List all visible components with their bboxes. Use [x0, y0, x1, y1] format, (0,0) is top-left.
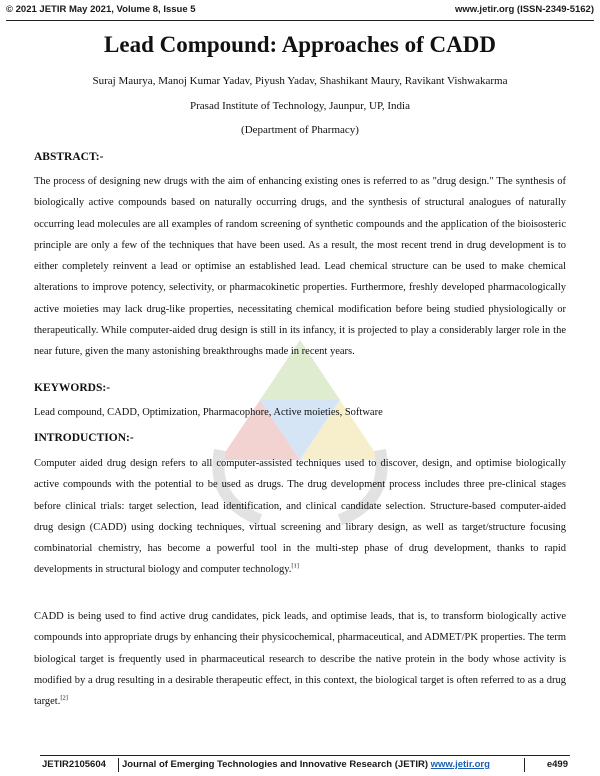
introduction-paragraph-2: [34, 606, 566, 712]
abstract-text: The process of designing new drugs with the aim of enhancing existing ones is referred to as "drug design." The synthesis of biologically active compounds based on naturally occurring drugs, and the synthesis of structural analogues of naturally occurring lead molecules are all examples of random screening of synthetic compounds and the application of the bioisosteric principle are only a few of the techniques that have been used. As a result, the most recent trend in drug development is to either completely reinvent a lead or optimise an established lead. Lead chemical structure can be used to make chemical alterations to improve potency, selectivity, or pharmacokinetic properties. Furthermore, freshly developed pharmacologically active moieties may lack drug-like properties, necessitating chemical modification before being studied physiologically or therapeutically. While computer-aided drug design is still in its infancy, it is projected to play a considerably larger role in the near future, given the many astonishing breakthroughs made in recent years.: [34, 176, 566, 358]
footer-separator: [118, 758, 119, 772]
department: (Department of Pharmacy): [241, 124, 359, 136]
introduction-paragraph-2-text: CADD is being used to find active drug candidates, pick leads, and optimise leads, that is, to transform biologically active compounds into appropriate drugs by enhancing their physicochemical, pharmaceutical, and ADMET/PK properties. The term biological target is frequently used in pharmaceutical research to describe the native protein in the body whose activity is modified by a drug resulting in a desirable therapeutic effect, in this context, the biological target is often referred to as a drug target.: [34, 611, 566, 708]
footer-journal: [122, 759, 490, 770]
introduction-paragraph-1-text: Computer aided drug design refers to all computer-assisted techniques used to discover, design, and optimise biologically active compounds with the potential to be used as drugs. The drug development process includes three pre-clinical stages before clinical trials: target selection, lead identification, and clinical candidate selection. Structure-based computer-aided drug design (CADD) using docking techniques, virtual screening and library design, as well as target/structure focusing combinatorial chemistry, has become a powerful tool in the multi-step phase of drug development, thanks to rapid developments in structural biology and computer technology.: [34, 458, 566, 576]
footer-page-number: e499: [546, 759, 568, 770]
author-list: Suraj Maurya, Manoj Kumar Yadav, Piyush Yadav, Shashikant Maury, Ravikant Vishwakarma: [92, 75, 508, 87]
keywords-text: Lead compound, CADD, Optimization, Pharmacophore, Active moieties, Software: [34, 407, 383, 418]
affiliation: Prasad Institute of Technology, Jaunpur, UP, India: [190, 100, 410, 112]
footer-separator: [524, 758, 525, 772]
header-rule: [6, 20, 594, 21]
page-footer: [40, 755, 570, 772]
citation-1[interactable]: [1]: [291, 562, 299, 570]
paper-title: Lead Compound: Approaches of CADD: [104, 32, 496, 57]
keywords-heading: KEYWORDS:-: [34, 382, 111, 394]
introduction-heading: INTRODUCTION:-: [34, 432, 134, 444]
citation-2[interactable]: [2]: [60, 694, 68, 702]
abstract-heading: ABSTRACT:-: [34, 151, 104, 163]
header-journal-info: © 2021 JETIR May 2021, Volume 8, Issue 5: [6, 4, 196, 15]
introduction-paragraph-1: [34, 453, 566, 581]
footer-website-link[interactable]: www.jetir.org: [430, 759, 490, 770]
footer-paper-id: JETIR2105604: [42, 759, 106, 770]
footer-journal-name: Journal of Emerging Technologies and Innovative Research (JETIR): [122, 759, 428, 770]
header-website-issn: www.jetir.org (ISSN-2349-5162): [454, 4, 594, 15]
